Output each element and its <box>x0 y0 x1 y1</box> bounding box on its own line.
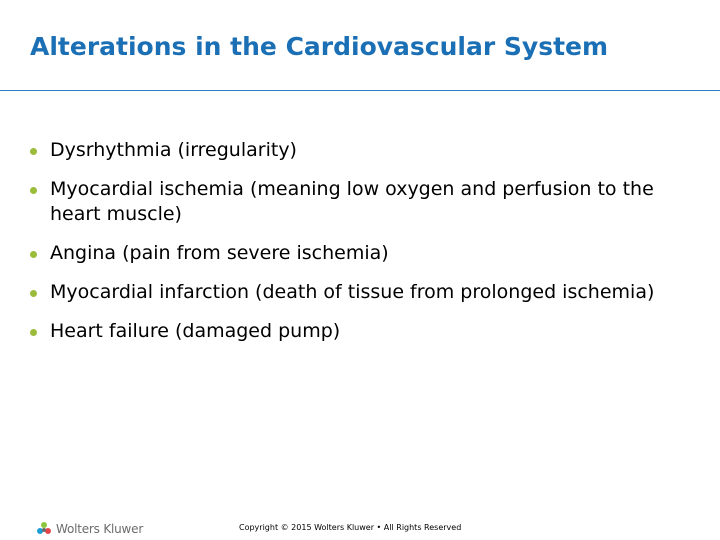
bullet-item <box>28 138 698 163</box>
logo-text: Wolters Kluwer <box>56 522 144 536</box>
slide-title: Alterations in the Cardiovascular System <box>30 32 609 61</box>
wolters-kluwer-logo <box>36 519 143 539</box>
bullet-item <box>28 319 698 344</box>
bullet-item <box>28 241 698 266</box>
title-divider <box>0 90 720 91</box>
copyright-notice: Copyright © 2015 Wolters Kluwer • All Rights Reserved <box>239 523 462 532</box>
bullet-dot-icon <box>30 251 37 258</box>
bullet-item <box>28 280 698 305</box>
bullet-text: Angina (pain from severe ischemia) <box>50 242 389 264</box>
bullet-text: Heart failure (damaged pump) <box>50 320 341 342</box>
bullet-list <box>28 138 698 358</box>
bullet-text: Myocardial infarction (death of tissue from prolonged ischemia) <box>50 281 655 303</box>
bullet-text: Dysrhythmia (irregularity) <box>50 139 297 161</box>
bullet-text: Myocardial ischemia (meaning low oxygen and perfusion to the heart muscle) <box>50 178 654 225</box>
bullet-dot-icon <box>30 290 37 297</box>
bullet-dot-icon <box>30 148 37 155</box>
wolters-kluwer-logo-icon <box>36 521 52 537</box>
bullet-item <box>28 177 698 227</box>
bullet-dot-icon <box>30 187 37 194</box>
bullet-dot-icon <box>30 329 37 336</box>
